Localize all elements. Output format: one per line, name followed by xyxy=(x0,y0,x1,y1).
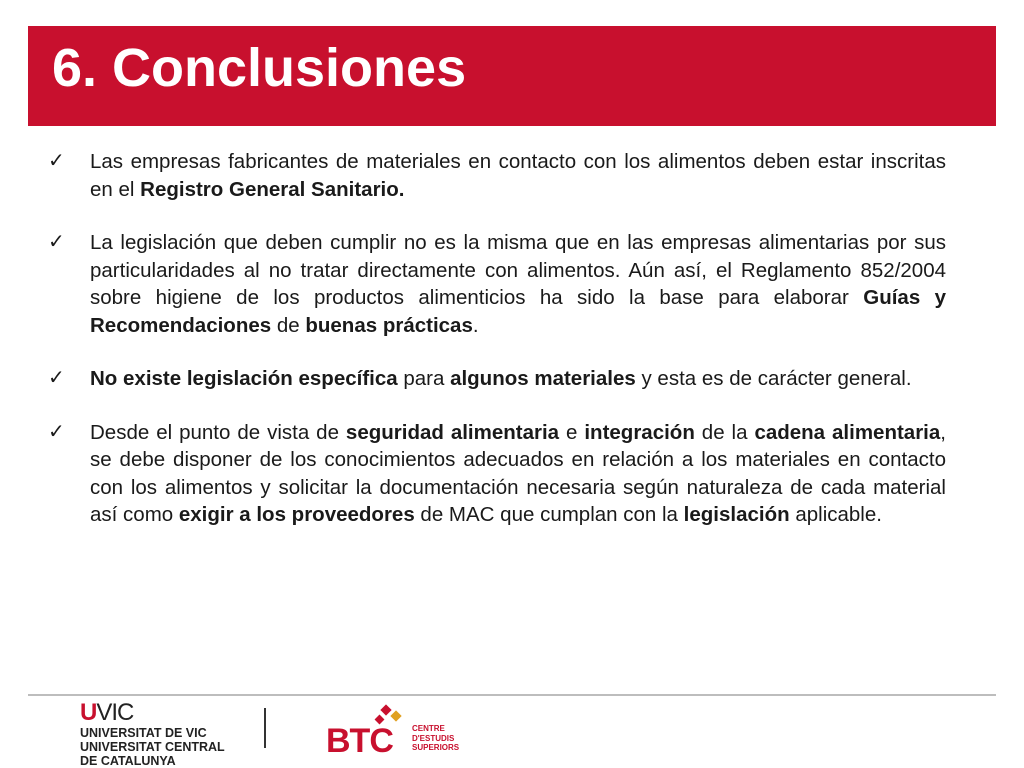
logo-separator xyxy=(264,708,266,748)
uvic-wordmark xyxy=(80,700,250,726)
bold-phrase: Registro General Sanitario. xyxy=(140,177,405,201)
bullet-text xyxy=(90,421,946,527)
btc-logo xyxy=(322,704,482,760)
btc-subtitle-line: D'ESTUDIS xyxy=(412,733,455,743)
bullet-item xyxy=(48,148,946,203)
bold-phrase: cadena alimentaria xyxy=(754,420,941,444)
uvic-logo xyxy=(80,700,250,768)
text-run: y esta es de carácter general. xyxy=(635,367,912,390)
checkmark-icon: ✓ xyxy=(48,420,65,443)
footer-divider xyxy=(28,694,996,696)
uvic-wordmark-u: U xyxy=(80,699,97,726)
title-banner xyxy=(28,26,996,126)
text-run: de xyxy=(271,313,306,337)
bullet-item xyxy=(48,229,946,339)
uvic-name-line: UNIVERSITAT CENTRAL xyxy=(80,740,225,754)
text-run: de la xyxy=(694,420,755,444)
text-run: aplicable. xyxy=(789,503,882,526)
btc-subtitle-line: CENTRE xyxy=(412,724,445,733)
text-run: de MAC que cumplan con la xyxy=(414,503,684,526)
bold-phrase: exigir a los proveedores xyxy=(178,503,415,526)
bullet-item xyxy=(48,365,946,393)
bullet-item xyxy=(48,419,946,529)
bullet-text xyxy=(90,231,946,337)
btc-wordmark: BTC xyxy=(326,722,393,760)
uvic-name-line: DE CATALUNYA xyxy=(80,754,176,768)
bold-phrase: No existe legislación específica xyxy=(90,367,398,390)
uvic-wordmark-vic: VIC xyxy=(96,699,134,726)
text-run: . xyxy=(472,313,479,337)
btc-subtitle xyxy=(412,724,459,753)
checkmark-icon: ✓ xyxy=(48,150,65,172)
bullet-list xyxy=(48,148,946,555)
checkmark-icon: ✓ xyxy=(48,367,65,389)
bold-phrase: Guías y Recomendaciones xyxy=(90,286,947,337)
text-run: La legislación que deben cumplir no es la misma que en las empresas alimentarias por sus particularidades al no tratar directamente con alimentos. Aún así, el Reglamento 852/2004 sobre higiene de los productos alimenticios ha sido la base para elaborar xyxy=(90,231,946,309)
bold-phrase: integración xyxy=(584,420,695,444)
text-run: Las empresas fabricantes de materiales en contacto con los alimentos deben estar inscritas en el xyxy=(90,150,946,201)
bold-phrase: legislación xyxy=(683,503,790,526)
bullet-text xyxy=(90,367,912,390)
uvic-name-line: UNIVERSITAT DE VIC xyxy=(80,726,207,740)
bold-phrase: algunos materiales xyxy=(450,367,636,390)
text-run: para xyxy=(397,367,451,390)
btc-subtitle-line: SUPERIORS xyxy=(412,743,460,752)
bold-phrase: buenas prácticas xyxy=(305,313,473,337)
text-run: Desde el punto de vista de xyxy=(90,420,346,444)
slide-title: 6. Conclusiones xyxy=(52,38,467,98)
checkmark-icon: ✓ xyxy=(48,231,65,253)
bullet-text xyxy=(90,150,946,201)
text-run: e xyxy=(559,420,585,444)
bold-phrase: seguridad alimentaria xyxy=(345,420,560,444)
text-run: , se debe disponer de los conocimientos adecuados en relación a los materiales en contacto con los alimentos y solicitar la documentación necesaria según naturaleza de cada material así como xyxy=(90,420,946,526)
